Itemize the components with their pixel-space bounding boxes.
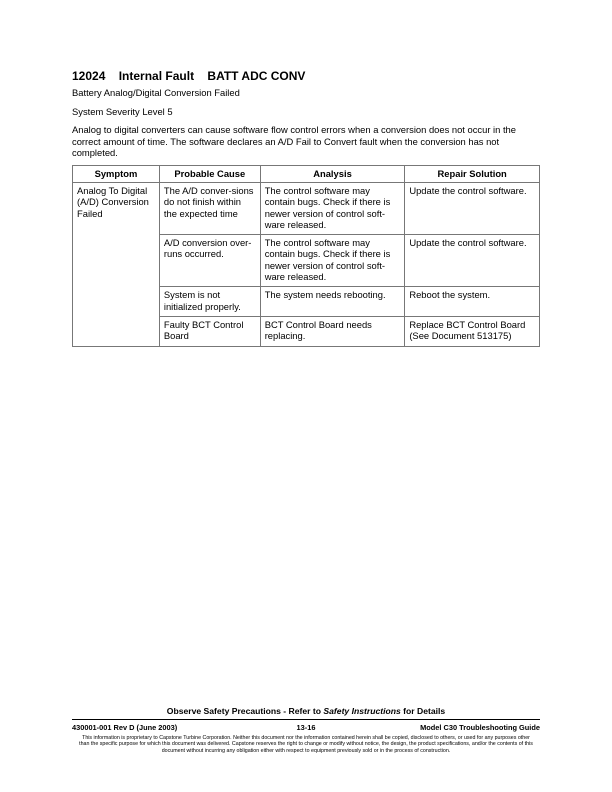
analysis-cell: The system needs rebooting. bbox=[260, 287, 405, 317]
analysis-cell: The control software may contain bugs. Check if there is newer version of control soft-ware released. bbox=[260, 183, 405, 235]
safety-suffix: for Details bbox=[400, 706, 446, 716]
fault-name: BATT ADC CONV bbox=[207, 69, 306, 83]
severity-level: System Severity Level 5 bbox=[72, 106, 173, 117]
cause-cell: System is not initialized properly. bbox=[159, 287, 260, 317]
page-number: 13-16 bbox=[296, 723, 316, 732]
intro-paragraph: Analog to digital converters can cause software flow control errors when a conversion does not occur in the correct amount of time. The software declares an A/D Fail to Convert fault when the conversion has not completed. bbox=[72, 124, 516, 159]
fault-heading bbox=[72, 69, 315, 83]
header-repair-solution: Repair Solution bbox=[405, 166, 540, 183]
table-header-row bbox=[73, 166, 540, 183]
solution-cell: Update the control software. bbox=[405, 183, 540, 235]
header-symptom: Symptom bbox=[73, 166, 160, 183]
solution-cell: Reboot the system. bbox=[405, 287, 540, 317]
table-row bbox=[73, 183, 540, 235]
symptom-cell: Analog To Digital (A/D) Conversion Failed bbox=[73, 183, 160, 347]
cause-cell: A/D conversion over-runs occurred. bbox=[159, 235, 260, 287]
analysis-cell: BCT Control Board needs replacing. bbox=[260, 316, 405, 346]
solution-cell: Update the control software. bbox=[405, 235, 540, 287]
solution-cell: Replace BCT Control Board (See Document 513175) bbox=[405, 316, 540, 346]
guide-title: Model C30 Troubleshooting Guide bbox=[420, 723, 540, 732]
header-probable-cause: Probable Cause bbox=[159, 166, 260, 183]
cause-cell: Faulty BCT Control Board bbox=[159, 316, 260, 346]
safety-prefix: Observe Safety Precautions - Refer to bbox=[166, 706, 324, 716]
fault-description: Battery Analog/Digital Conversion Failed bbox=[72, 87, 240, 98]
proprietary-disclaimer: This information is proprietary to Capstone Turbine Corporation. Neither this document nor the information contained herein shall be copied, disclosed to others, or used for any purposes other than the specific purpose for which this document was delivered. Capstone reserves the right to change or modify without notice, the design, the product specifications, and/or the contents of this document without incurring any obligation either with respect to equipment previously sold or in the process of construction. bbox=[79, 735, 533, 754]
fault-category: Internal Fault bbox=[118, 69, 195, 83]
fault-code: 12024 bbox=[72, 69, 106, 83]
safety-notice bbox=[0, 706, 612, 716]
cause-cell: The A/D conver-sions do not finish within the expected time bbox=[159, 183, 260, 235]
header-analysis: Analysis bbox=[260, 166, 405, 183]
document-number: 430001-001 Rev D (June 2003) bbox=[72, 723, 178, 732]
troubleshooting-table bbox=[72, 165, 540, 347]
safety-instructions-ref: Safety Instructions bbox=[323, 706, 401, 716]
footer-divider bbox=[72, 719, 540, 720]
analysis-cell: The control software may contain bugs. Check if there is newer version of control soft-ware released. bbox=[260, 235, 405, 287]
